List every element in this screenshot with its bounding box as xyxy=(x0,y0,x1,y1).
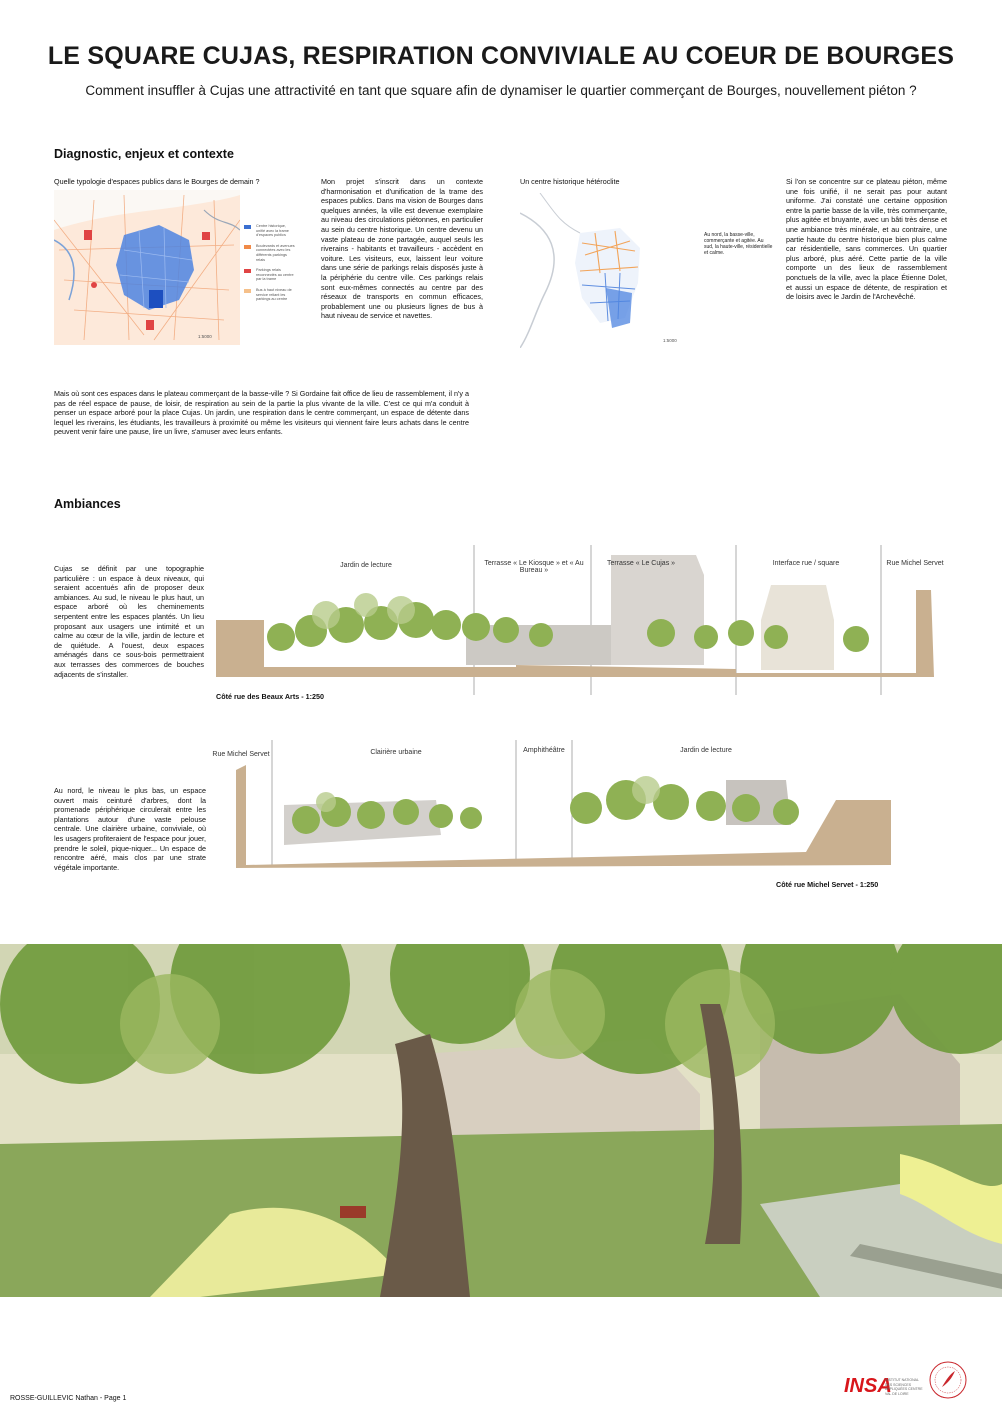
section1-zone-label: Jardin de lecture xyxy=(340,562,392,569)
map1-scale: 1:5000 xyxy=(198,334,212,339)
ambiances-text-south: Cujas se définit par une topographie particulière : un espace à deux niveaux, qui seraient accentués afin de proposer deux ambiances. Au sud, le niveau le plus haut, un espace arboré où les cheminements serpentent entre les espaces plantés. Un lieu proposant aux usagers une intimité et un calme au cœur de la ville, jardin de lecture et de quiétude. A l'ouest, deux espaces aménagés dans ce sous-bois permettraient aux terrasses des commerces de bouches adjacents de s'installer. xyxy=(54,564,204,679)
section2-zone-label: Amphithéâtre xyxy=(523,747,565,754)
diagnostic-heading: Diagnostic, enjeux et contexte xyxy=(54,147,234,161)
diagnostic-text-3: Mais où sont ces espaces dans le plateau commerçant de la basse-ville ? Si Gordaine fait office de lieu de rassemblement, il n'y a pas de réel espace de pause, de loisir, de respiration au sein de la partie la plus vivante de la ville. C'est ce qui m'a conduit à penser un espace arboré pour la place Cujas. Un jardin, une respiration dans le centre commerçant, un espace de détente dans lequel les riverains, les étudiants, les travailleurs à proximité ou même les visiteurs qui viennent faire leurs achats dans le centre peuvent venir faire une pause, lire un livre, s'amuser avec leurs enfants. xyxy=(54,389,469,437)
section-michel-servet-svg xyxy=(206,740,896,880)
page-subtitle: Comment insuffler à Cujas une attractivité en tant que square afin de dynamiser le quartier commerçant de Bourges, nouvellement piéton ? xyxy=(85,83,917,98)
perspective-illustration xyxy=(0,944,1002,1297)
ambiances-text-north: Au nord, le niveau le plus bas, un espace ouvert mais ceinturé d'arbres, dont la promenade périphérique circulerait entre les plantations autour d'une vaste pelouse centrale. Une clairière urbaine, conviviale, où les usagers profiteraient de l'espace pour jouer, prendre le soleil, pique-niquer... Un espace de rencontre aéré, mais clos par une strate végétale importante. xyxy=(54,786,206,872)
legend-item: Parkings relais reconnectés au centre par la trame xyxy=(244,268,296,282)
insa-logo-subtitle: INSTITUT NATIONAL DES SCIENCES APPLIQUÉES CENTRE VAL DE LOIRE xyxy=(885,1378,923,1396)
historic-map-svg xyxy=(520,193,695,348)
page-title: LE SQUARE CUJAS, RESPIRATION CONVIVIALE AU COEUR DE BOURGES xyxy=(47,42,955,70)
section-beaux-arts xyxy=(216,545,946,705)
map2-scale: 1:5000 xyxy=(663,338,677,343)
footer-author: ROSSE-GUILLEVIC Nathan - Page 1 xyxy=(10,1395,127,1402)
map1-legend xyxy=(244,224,296,308)
diagnostic-text-2: Si l'on se concentre sur ce plateau piéton, même une fois unifié, il ne serait pas pour autant uniforme. J'ai constaté une certaine opposition entre la partie basse de la ville, très commerçante, plus agitée et bruyante, avec un bâti très dense et une ambiance très minérale, et au contraire, une partie haute du centre historique bien plus calme car résidentielle, sans commerces. Un quartier plus arboré, plus aéré. Cette partie de la ville comporte un des lieux de rassemblement ponctuels de la ville, avec la place Étienne Dolet, et aussi un espace de détente, de respiration et de loisirs avec le Jardin de l'Archevêché. xyxy=(786,177,947,302)
section1-zone-label: Rue Michel Servet xyxy=(886,560,944,567)
section1-caption: Côté rue des Beaux Arts - 1:250 xyxy=(216,692,324,701)
legend-swatch-light xyxy=(244,289,251,293)
city-map-historic xyxy=(520,193,695,348)
section1-zone-label: Terrasse « Le Kiosque » et « Au Bureau » xyxy=(484,560,584,574)
legend-item: Boulevards et avenues connectées avec les différents parkings relais xyxy=(244,244,296,262)
legend-swatch-blue xyxy=(244,225,251,229)
section2-zone-label: Rue Michel Servet xyxy=(212,751,270,758)
legend-swatch-orange xyxy=(244,245,251,249)
perspective-svg xyxy=(0,944,1002,1297)
city-map-typology xyxy=(54,190,240,345)
legend-swatch-red xyxy=(244,269,251,273)
section2-zone-label: Clairière urbaine xyxy=(370,749,422,756)
seal-svg xyxy=(928,1360,968,1400)
seal-icon xyxy=(928,1360,968,1400)
diagnostic-text-1: Mon projet s'inscrit dans un contexte d'harmonisation et d'unification de la trame des espaces publics. Dans ma vision de Bourges dans quelques années, la ville est devenue exemplaire au niveau des circulations piétonnes, en particulier au sein du centre historique. Un centre devenu un vaste plateau de zone partagée, auquel seuls les riverains - habitants et travailleurs - accèdent en voiture. Les visiteurs, eux, laissent leur voiture dans une série de parkings relais disposés juste à la périphérie du centre ville. Ces parkings relais sont eux-mêmes connectés au centre par des réseaux de transports en commun efficaces, probablement une ou plusieurs lignes de bus à haut niveau de service et navettes. xyxy=(321,177,483,321)
section-michel-servet xyxy=(206,740,896,880)
legend-item: Bus à haut niveau de service reliant les parkings au centre xyxy=(244,288,296,302)
city-map-svg xyxy=(54,190,240,345)
map2-annotation: Au nord, la basse-ville, commerçante et agitée. Au sud, la haute-ville, résidentielle et calme. xyxy=(704,232,773,256)
map1-question: Quelle typologie d'espaces publics dans le Bourges de demain ? xyxy=(54,177,260,186)
map2-title: Un centre historique hétéroclite xyxy=(520,177,620,186)
ambiances-heading: Ambiances xyxy=(54,497,121,511)
legend-item: Centre historique, unifié avec la trame d'espaces publics xyxy=(244,224,296,238)
insa-logo: INSA xyxy=(844,1375,892,1397)
section1-zone-label: Interface rue / square xyxy=(772,560,840,567)
section2-caption: Côté rue Michel Servet - 1:250 xyxy=(776,880,879,889)
section1-zone-label: Terrasse « Le Cujas » xyxy=(606,560,676,567)
section2-zone-label: Jardin de lecture xyxy=(680,747,732,754)
